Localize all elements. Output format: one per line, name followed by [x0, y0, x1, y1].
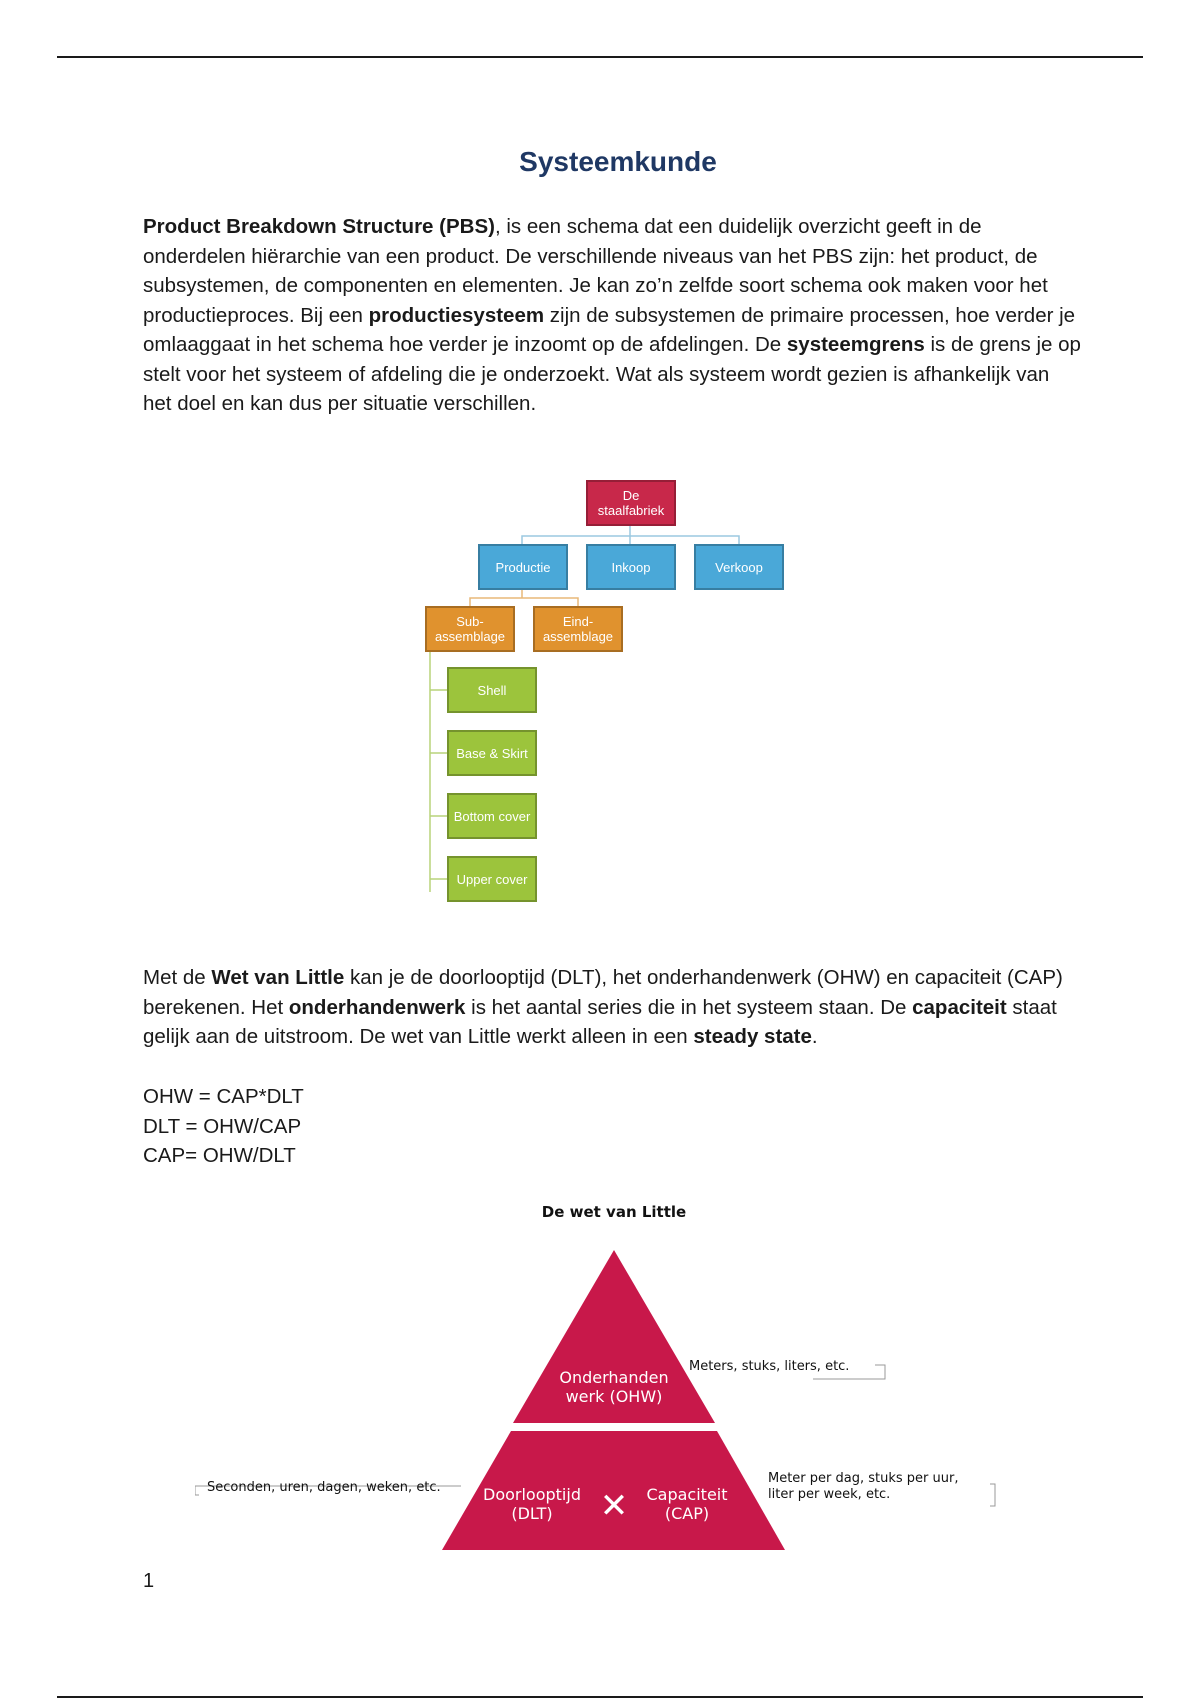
steady-state-term: steady state: [693, 1025, 812, 1048]
wet-van-little-term: Wet van Little: [211, 966, 345, 989]
pbs-term: Product Breakdown Structure (PBS): [143, 215, 495, 238]
header-rule: [57, 56, 1143, 58]
footer-rule: [57, 1696, 1143, 1698]
pbs-department-inkoop: Inkoop: [586, 544, 676, 590]
little-note-ohw-units: Meters, stuks, liters, etc.: [689, 1359, 850, 1374]
systeemgrens-term: systeemgrens: [786, 333, 925, 356]
formula-dlt: DLT = OHW/CAP: [143, 1114, 302, 1138]
little-diagram: [195, 1196, 1005, 1556]
pbs-department-productie: Productie: [478, 544, 568, 590]
page-title: Systeemkunde: [519, 146, 717, 177]
little-ohw-line2: werk (OHW): [565, 1387, 663, 1406]
little-dlt-line1: Doorlooptijd: [483, 1485, 581, 1504]
pbs-subassemblage-node: Sub-assemblage: [425, 606, 515, 652]
little-note-cap-units-line1: Meter per dag, stuks per uur,: [768, 1471, 959, 1486]
pbs-eindassemblage-node: Eind-assemblage: [533, 606, 623, 652]
pbs-element-upper-cover: Upper cover: [447, 856, 537, 902]
capaciteit-term: capaciteit: [912, 995, 1007, 1019]
pbs-root-node: De staalfabriek: [586, 480, 676, 526]
multiply-icon: ✕: [599, 1486, 629, 1526]
little-cap-line2: (CAP): [664, 1504, 710, 1523]
little-diagram-title: De wet van Little: [541, 1203, 687, 1221]
formula-ohw: OHW = CAP*DLT: [143, 1085, 304, 1108]
little-note-dlt-units: Seconden, uren, dagen, weken, etc.: [207, 1480, 441, 1495]
little-paragraph: Met de Wet van Little kan je de doorlooptijd (DLT), het onderhandenwerk (OHW) en capaciteit (CAP) berekenen. Het onderhandenwerk is het aantal series die in het systeem staan. De capaciteit staat gelijk aan de uitstroom. De wet van Little werkt alleen in een steady state.: [143, 966, 1063, 1048]
pbs-element-base-skirt: Base & Skirt: [447, 730, 537, 776]
pbs-paragraph: Product Breakdown Structure (PBS), is een schema dat een duidelijk overzicht geeft in de onderdelen hiërarchie van een product. De verschillende niveaus van het PBS zijn: het product, de subsystemen, de componenten en elementen. Je kan zo’n zelfde soort schema ook maken voor het productieproces. Bij een productiesysteem zijn de subsystemen de primaire processen, hoe verder je omlaaggaat in het schema hoe verder je inzoomt op de afdelingen. De systeemgrens is de grens je op stelt voor het systeem of afdeling die je onderzoekt. Wat als systeem wordt gezien is afhankelijk van het doel en kan dus per situatie verschillen.: [143, 215, 1081, 415]
pbs-element-shell: Shell: [447, 667, 537, 713]
onderhandenwerk-term: onderhandenwerk: [288, 995, 466, 1019]
little-ohw-line1: Onderhanden: [559, 1368, 669, 1387]
little-dlt-line2: (DLT): [511, 1504, 553, 1523]
productiesysteem-term: productiesysteem: [368, 303, 545, 327]
page-number: 1: [143, 1570, 155, 1592]
formula-cap: CAP= OHW/DLT: [143, 1144, 296, 1167]
pbs-diagram: [410, 474, 790, 906]
pbs-department-verkoop: Verkoop: [694, 544, 784, 590]
little-note-cap-units-line2: liter per week, etc.: [768, 1487, 891, 1502]
little-cap-line1: Capaciteit: [646, 1485, 728, 1504]
formula-list: [143, 1082, 304, 1171]
pbs-element-bottom-cover: Bottom cover: [447, 793, 537, 839]
